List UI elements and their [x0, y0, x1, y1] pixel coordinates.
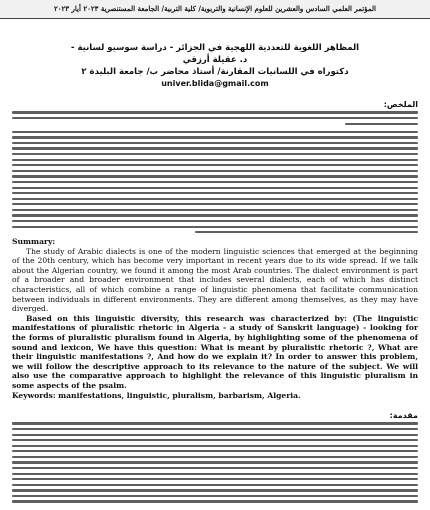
- author-name: د. عقيلة أرزقي: [182, 55, 248, 65]
- author-affiliation: دكتوراه في اللسانيات المقارنة/ أستاذ محاضر ب/ جامعة البليدة ٢: [81, 67, 349, 77]
- author-email: univer.blida@gmail.com: [161, 79, 269, 88]
- conference-header: المؤتمر العلمي السادس والعشرين للعلوم الإنسانية والتربوية/ كلية التربية/ الجامعة المستنصرية ٢٠٢٣ أيار ٢٠٢٣: [0, 0, 430, 19]
- abstract-ar-text: [12, 108, 418, 233]
- intro-ar-text: [12, 419, 418, 503]
- title-block: [40, 42, 390, 90]
- keywords-text: manifestations, linguistic, pluralism, barbarism, Algeria.: [58, 390, 301, 400]
- abstract-ar-label: الملخص:: [383, 100, 418, 109]
- summary-label: Summary:: [12, 237, 56, 246]
- keywords-label: Keywords:: [12, 390, 56, 400]
- summary-section: [12, 237, 418, 400]
- summary-paragraph-1: The study of Arabic dialects is one of the modern linguistic sciences that emerged at the beginning of the 20th century, which has become very important in recent years due to its wide spread. If we talk about the Algerian country, we found it among the most Arab countries. The dialect environment is part of a broader and broader environment that includes several dialects, each of which has distinct characteristics, all of which combine a range of linguistic phenomena that facilitate communication between individuals in different environments. They are different among themselves, as they may have diverged.: [12, 246, 418, 314]
- paper-title: المظاهر اللغوية للتعددية اللهجية في الجزائر - دراسة سوسيو لسانية -: [70, 43, 360, 53]
- summary-paragraph-2: Based on this linguistic diversity, this research was characterized by: (The linguistic manifestations of pluralistic rhetoric in Algeria - a study of Sanskrit language) - looking for the forms of pluralistic pluralism found in Algeria, by highlighting some of the phenomena of sound and lexicon, We have this question: What is meant by pluralistic rhetoric ?, What are their linguistic manifestations ?, And how do we explain it? In order to answer this problem, we will follow the descriptive approach to its relevance to the nature of the subject. We will also use the comparative approach to highlight the relevance of this linguistic pluralism in some aspects of the psalm.: [12, 313, 418, 390]
- keywords-line: [12, 391, 418, 401]
- intro-ar-label: مقدمة:: [389, 411, 418, 420]
